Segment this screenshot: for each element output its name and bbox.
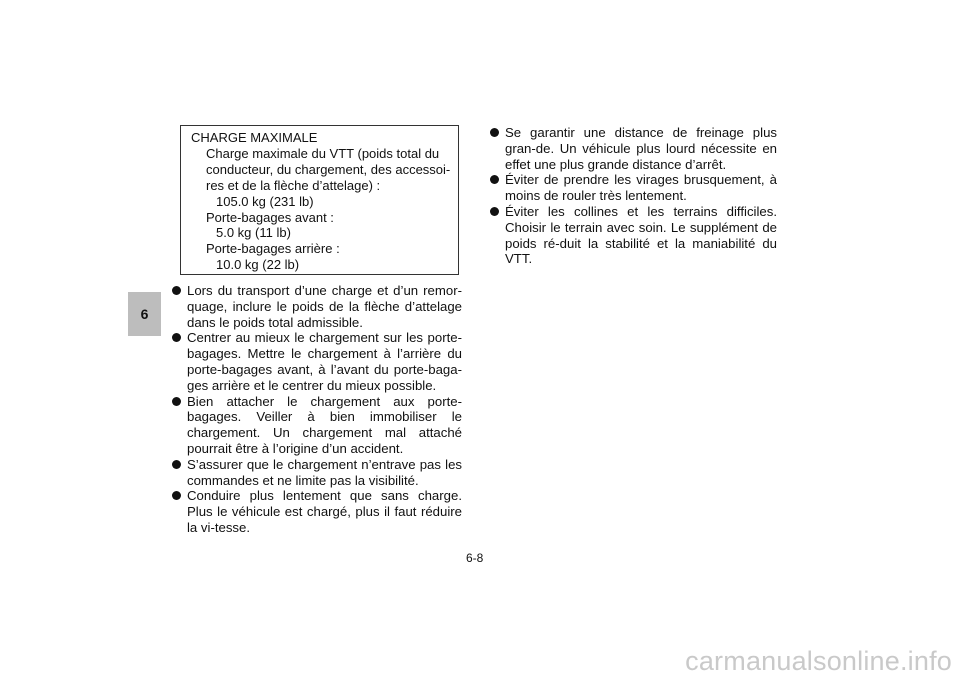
page-number: 6-8 <box>466 551 484 565</box>
bullet-dot-icon <box>172 491 181 500</box>
list-item <box>172 488 462 535</box>
left-column <box>172 283 462 536</box>
rear-rack-label: Porte-bagages arrière : <box>206 241 340 257</box>
list-item-text: Éviter de prendre les virages brusquement, à moins de rouler très lentement. <box>505 172 777 204</box>
list-item <box>490 172 777 204</box>
bullet-dot-icon <box>172 397 181 406</box>
list-item <box>172 457 462 489</box>
bullet-dot-icon <box>172 460 181 469</box>
front-rack-value: 5.0 kg (11 lb) <box>216 225 291 241</box>
list-item-text: S’assurer que le chargement n’entrave pas les commandes et ne limite pas la visibilité. <box>187 456 462 488</box>
front-rack-label: Porte-bagages avant : <box>206 209 334 225</box>
right-column <box>490 125 777 267</box>
bullet-dot-icon <box>172 286 181 295</box>
list-item-text: Bien attacher le chargement aux porte-bagages. Veiller à bien immobiliser le chargement. Un chargement mal attaché pourrait être à l’origine d’un accident. <box>187 393 462 456</box>
max-load-spec-box <box>180 125 459 275</box>
max-load-value: 105.0 kg (231 lb) <box>216 193 314 209</box>
bullet-dot-icon <box>490 128 499 137</box>
watermark: carmanualsonline.info <box>685 646 952 676</box>
list-item-text: Centrer au mieux le chargement sur les porte-bagages. Mettre le chargement à l’arrière du porte-bagages avant, à l’avant du porte-baga-ges arrière et le centrer du mieux possible. <box>187 330 462 393</box>
bullet-dot-icon <box>172 333 181 342</box>
list-item-text: Éviter les collines et les terrains difficiles. Choisir le terrain avec soin. Le supplément de poids ré-duit la stabilité et la maniabilité du VTT. <box>505 203 777 267</box>
bullet-dot-icon <box>490 207 499 216</box>
list-item <box>172 330 462 393</box>
list-item <box>490 204 777 267</box>
spec-line: res et de la flèche d’attelage) : <box>206 177 381 193</box>
list-item-text: Se garantir une distance de freinage plus gran-de. Un véhicule plus lourd nécessite en effet une plus grande distance d’arrêt. <box>505 125 777 172</box>
chapter-tab: 6 <box>128 292 161 336</box>
spec-line: Charge maximale du VTT (poids total du <box>206 145 440 161</box>
list-item <box>172 283 462 330</box>
list-item-text: Lors du transport d’une charge et d’un remor-quage, inclure le poids de la flèche d’attelage dans le poids total admissible. <box>187 283 462 330</box>
list-item <box>172 394 462 457</box>
spec-box-title: CHARGE MAXIMALE <box>191 130 318 145</box>
rear-rack-value: 10.0 kg (22 lb) <box>216 257 300 273</box>
list-item-text: Conduire plus lentement que sans charge. Plus le véhicule est chargé, plus il faut réduire la vi-tesse. <box>187 488 462 535</box>
spec-line: conducteur, du chargement, des accessoi- <box>206 161 451 177</box>
list-item <box>490 125 777 172</box>
bullet-dot-icon <box>490 175 499 184</box>
